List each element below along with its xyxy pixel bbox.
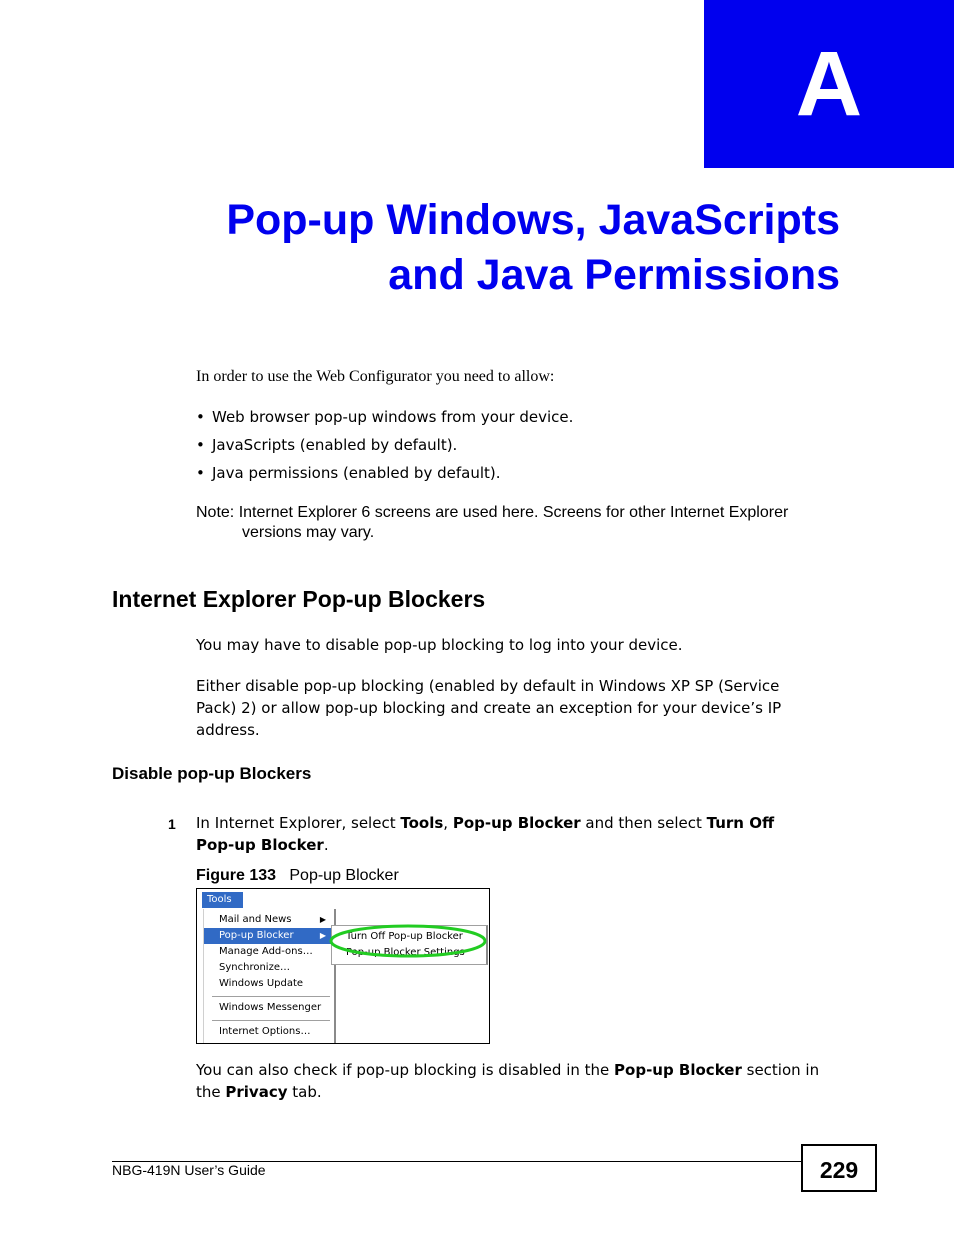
menu-item-label: Internet Options… [219,1026,311,1037]
after-text-span: You can also check if pop-up blocking is disabled in the [196,1061,615,1079]
step-number: 1 [168,816,176,832]
after-text-span: tab. [287,1083,322,1101]
bullet-text: Java permissions (enabled by default). [212,464,501,482]
note-line1: Note: Internet Explorer 6 screens are used here. Screens for other Internet Explorer [196,504,789,521]
step-text-span: In Internet Explorer, select [196,814,401,832]
step-bold-popup-blocker: Pop-up Blocker [452,814,581,832]
step-text [196,812,846,856]
step-text-span: , [443,814,453,832]
menu-item-label: Synchronize… [219,962,290,973]
submenu-item-settings[interactable]: Pop-up Blocker Settings [346,947,465,958]
chevron-right-icon: ▶ [319,915,326,924]
highlight-ellipse [197,889,489,1043]
para2-line: Either disable pop-up blocking (enabled by default in Windows XP SP (Service [196,677,780,695]
section-heading: Internet Explorer Pop-up Blockers [112,586,486,612]
bullet-item [196,462,573,490]
para2-line: Pack) 2) or allow pop-up blocking and create an exception for your device’s IP [196,699,782,717]
section-para1: You may have to disable pop-up blocking to log into your device. [196,636,683,654]
chapter-title-line2: and Java Permissions [388,251,840,299]
bullet-item [196,406,573,434]
menu-item-label: Manage Add-ons… [219,946,313,957]
chapter-letter-box: A [704,0,954,168]
bullet-list [196,406,573,490]
chapter-title-line1: Pop-up Windows, JavaScripts [226,196,840,244]
note-line2: versions may vary. [242,524,375,541]
after-bold-popup-blocker: Pop-up Blocker [614,1061,742,1079]
bullet-text: Web browser pop-up windows from your device. [212,408,574,426]
after-text-span: the [196,1083,226,1101]
section-para2 [196,675,846,741]
chevron-right-icon: ▶ [319,931,326,940]
para2-line: address. [196,721,260,739]
menu-item-label: Mail and News [219,914,292,925]
tools-menu-tab[interactable]: Tools [202,892,243,908]
figure-caption-text: Pop-up Blocker [289,867,399,884]
after-text-span: section in [741,1061,820,1079]
figure-screenshot [196,888,490,1044]
footer-guide-name: NBG-419N User’s Guide [112,1162,266,1178]
figure-caption [196,867,399,885]
highlight-ellipse-shape [331,926,485,956]
menu-item-label: Windows Messenger [219,1002,322,1013]
menu-item-label: Windows Update [219,978,304,989]
after-text [196,1059,846,1103]
step-bold-tools: Tools [400,814,444,832]
submenu-item-turn-off[interactable]: Turn Off Pop-up Blocker [346,931,463,942]
step-text-span: and then select [580,814,707,832]
step-bold-popup-blocker-2: Pop-up Blocker [196,836,324,854]
step-text-span: . [323,836,329,854]
figure-label: Figure 133 [196,867,277,884]
subsection-heading: Disable pop-up Blockers [112,764,312,783]
intro-text: In order to use the Web Configurator you need to allow: [196,368,555,385]
bullet-text: JavaScripts (enabled by default). [212,436,458,454]
after-bold-privacy: Privacy [225,1083,288,1101]
page-number: 229 [801,1144,877,1192]
step-bold-turn-off: Turn Off [706,814,775,832]
menu-item-label: Pop-up Blocker [219,930,294,941]
bullet-item [196,434,573,462]
note-block [196,503,846,543]
